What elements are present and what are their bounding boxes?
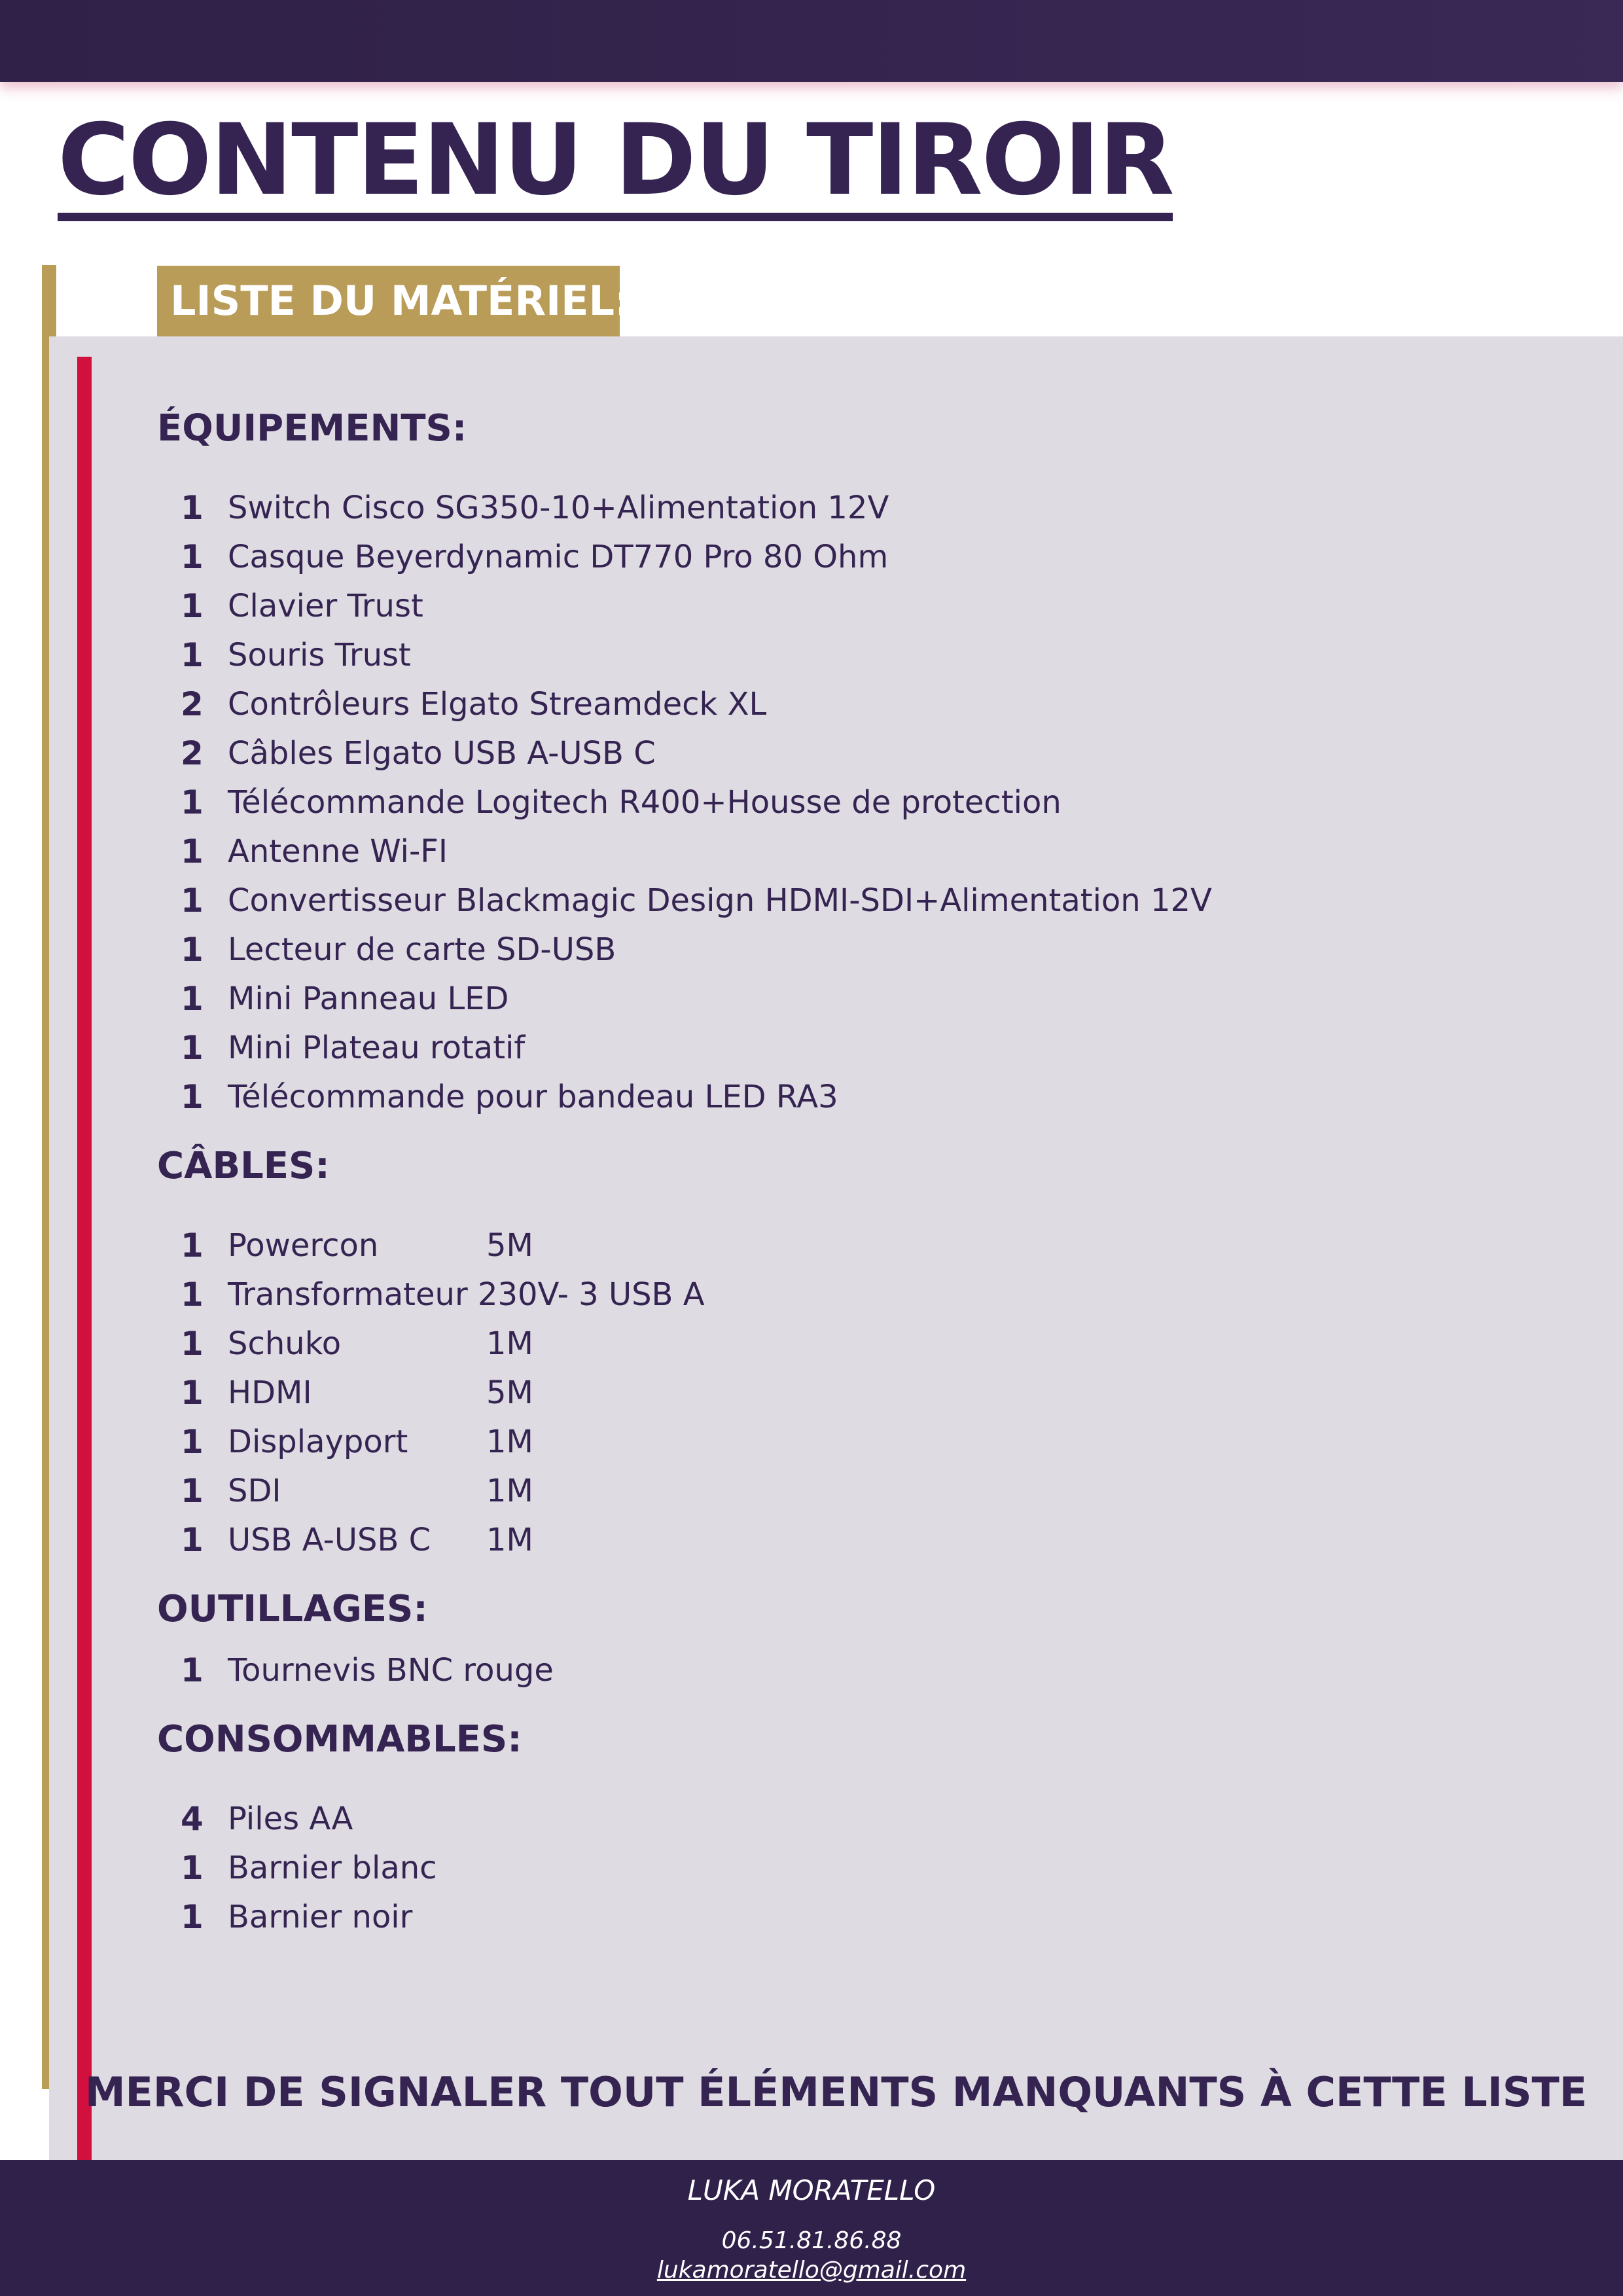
item-name: Casque Beyerdynamic DT770 Pro 80 Ohm: [228, 538, 889, 575]
item-qty: 1: [181, 1848, 204, 1887]
item-name: Piles AA: [228, 1800, 353, 1837]
item-name: Mini Panneau LED: [228, 980, 509, 1017]
list-item: [157, 1221, 1597, 1270]
item-name: Convertisseur Blackmagic Design HDMI-SDI+Alimentation 12V: [228, 882, 1212, 919]
item-qty: 1: [181, 1471, 204, 1510]
consommables-list: [157, 1794, 1597, 1941]
item-qty: 1: [181, 1422, 204, 1461]
footer-email-link[interactable]: lukamoratello@gmail.com: [656, 2257, 967, 2284]
footer-author: LUKA MORATELLO: [687, 2174, 936, 2206]
list-item: [157, 1319, 1597, 1368]
item-name: SDI: [228, 1472, 281, 1509]
item-name: Switch Cisco SG350-10+Alimentation 12V: [228, 489, 889, 526]
list-item: [157, 1072, 1597, 1121]
item-qty: 4: [181, 1799, 204, 1838]
list-item: [157, 581, 1597, 630]
item-name: Souris Trust: [228, 636, 411, 673]
list-item: [157, 1892, 1597, 1941]
material-list: [157, 393, 1597, 1941]
item-name: USB A-USB C: [228, 1521, 431, 1558]
item-name: Lecteur de carte SD-USB: [228, 931, 616, 968]
list-item: [157, 1417, 1597, 1466]
footer: [0, 2160, 1623, 2296]
item-qty: 1: [181, 1226, 204, 1265]
missing-items-notice: MERCI DE SIGNALER TOUT ÉLÉMENTS MANQUANTS À CETTE LISTE: [84, 2068, 1588, 2116]
list-item: [157, 679, 1597, 728]
list-item: [157, 1843, 1597, 1892]
item-length: 1M: [486, 1472, 533, 1509]
item-name: Mini Plateau rotatif: [228, 1029, 526, 1066]
section-title-outillages: OUTILLAGES:: [157, 1588, 428, 1630]
list-item: [157, 876, 1597, 925]
item-qty: 1: [181, 783, 204, 821]
item-qty: 1: [181, 1028, 204, 1067]
equipements-list: [157, 483, 1597, 1121]
list-item: [157, 1515, 1597, 1564]
cables-list: [157, 1221, 1597, 1564]
item-length: 1M: [486, 1325, 533, 1362]
item-name: Télécommande Logitech R400+Housse de protection: [228, 783, 1061, 821]
item-qty: 1: [181, 1324, 204, 1363]
list-item: [157, 728, 1597, 778]
item-qty: 1: [181, 1373, 204, 1412]
item-name: Powercon: [228, 1227, 379, 1264]
top-band: [0, 0, 1623, 82]
spacer: [157, 1121, 1597, 1130]
item-qty: 1: [181, 930, 204, 969]
item-qty: 1: [181, 1897, 204, 1936]
item-name: Télécommande pour bandeau LED RA3: [228, 1078, 838, 1115]
list-item: [157, 1368, 1597, 1417]
list-item: [157, 483, 1597, 532]
item-length: 5M: [486, 1227, 533, 1264]
item-name: Tournevis BNC rouge: [228, 1651, 554, 1689]
item-qty: 1: [181, 1275, 204, 1314]
list-item: [157, 532, 1597, 581]
item-qty: 1: [181, 537, 204, 576]
item-name: Barnier noir: [228, 1898, 413, 1935]
item-name: Antenne Wi-FI: [228, 833, 448, 870]
item-name: Câbles Elgato USB A-USB C: [228, 734, 656, 772]
item-name: Transformateur 230V- 3 USB A: [228, 1276, 705, 1313]
list-item: [157, 1270, 1597, 1319]
section-title-equipements: ÉQUIPEMENTS:: [157, 407, 467, 450]
item-qty: 2: [181, 685, 204, 723]
outillages-list: [157, 1645, 1597, 1695]
item-name: HDMI: [228, 1374, 312, 1411]
spacer: [157, 1695, 1597, 1704]
list-item: [157, 1466, 1597, 1515]
list-item: [157, 974, 1597, 1023]
list-item: [157, 827, 1597, 876]
item-length: 1M: [486, 1521, 533, 1558]
page-title: CONTENU DU TIROIR: [58, 108, 1173, 221]
item-name: Schuko: [228, 1325, 342, 1362]
item-qty: 1: [181, 881, 204, 920]
list-item: [157, 1023, 1597, 1072]
list-item: [157, 1645, 1597, 1695]
item-qty: 2: [181, 734, 204, 772]
item-qty: 1: [181, 488, 204, 527]
spacer: [157, 1564, 1597, 1573]
section-title-cables: CÂBLES:: [157, 1145, 330, 1187]
item-length: 1M: [486, 1423, 533, 1460]
item-qty: 1: [181, 636, 204, 674]
red-accent-bar: [77, 357, 92, 2160]
item-qty: 1: [181, 1651, 204, 1689]
item-name: Clavier Trust: [228, 587, 423, 624]
list-item: [157, 1794, 1597, 1843]
list-item: [157, 630, 1597, 679]
item-name: Contrôleurs Elgato Streamdeck XL: [228, 685, 767, 723]
item-qty: 1: [181, 1520, 204, 1559]
list-tag: LISTE DU MATÉRIEL:: [157, 266, 620, 336]
item-length: 5M: [486, 1374, 533, 1411]
item-qty: 1: [181, 586, 204, 625]
list-item: [157, 778, 1597, 827]
item-qty: 1: [181, 832, 204, 870]
item-qty: 1: [181, 979, 204, 1018]
list-item: [157, 925, 1597, 974]
item-name: Displayport: [228, 1423, 408, 1460]
footer-phone: 06.51.81.86.88: [721, 2227, 902, 2254]
item-name: Barnier blanc: [228, 1849, 437, 1886]
item-qty: 1: [181, 1077, 204, 1116]
section-title-consommables: CONSOMMABLES:: [157, 1718, 522, 1761]
